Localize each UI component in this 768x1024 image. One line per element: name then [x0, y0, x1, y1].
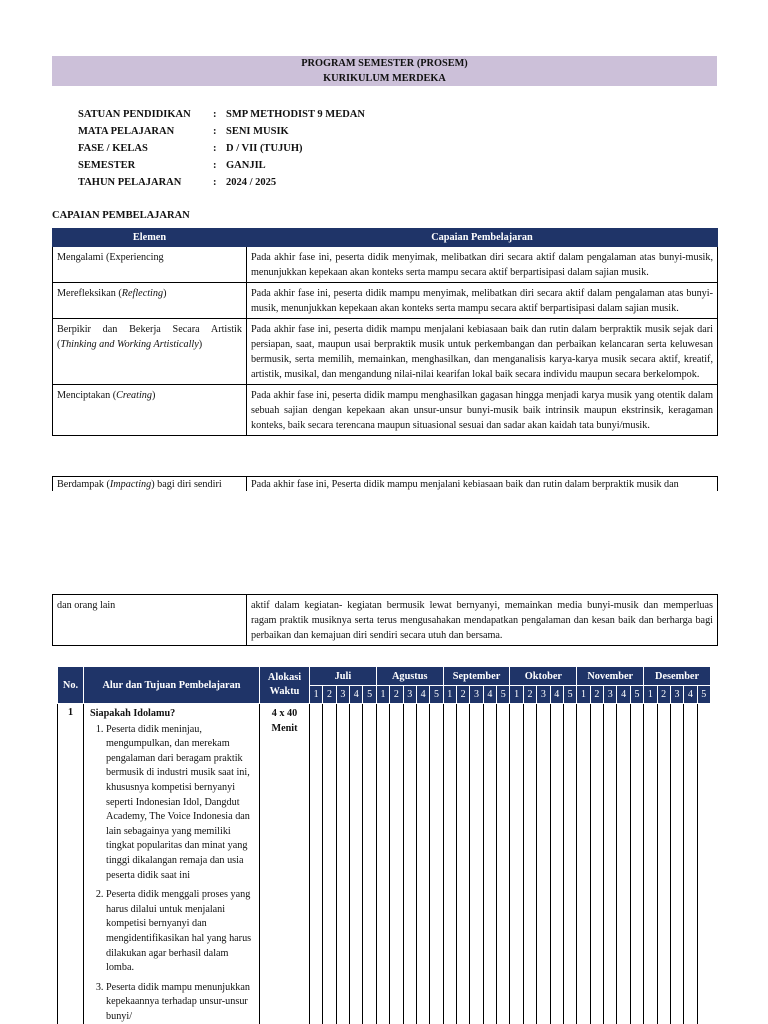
- elemen-cell: Mengalami (Experiencing: [53, 247, 247, 283]
- week-number: 2: [590, 686, 603, 704]
- week-number: 2: [456, 686, 469, 704]
- week-number: 5: [497, 686, 510, 704]
- info-value: D / VII (TUJUH): [226, 143, 303, 154]
- week-number: 5: [363, 686, 376, 704]
- week-cell: [416, 704, 429, 1024]
- week-cell: [510, 704, 523, 1024]
- col-header-no: No.: [58, 667, 84, 704]
- week-number: 2: [523, 686, 536, 704]
- week-cell: [550, 704, 563, 1024]
- capaian-table-continued: [52, 594, 718, 646]
- week-number: 5: [697, 686, 710, 704]
- week-number: 1: [310, 686, 323, 704]
- capaian-row: [53, 283, 718, 319]
- week-cell: [310, 704, 323, 1024]
- month-header: Agustus: [376, 667, 443, 686]
- info-label: SATUAN PENDIDIKAN: [78, 109, 191, 120]
- week-cell: [403, 704, 416, 1024]
- week-cell: [684, 704, 697, 1024]
- capaian-row: [53, 595, 718, 646]
- week-cell: [577, 704, 590, 1024]
- week-cell: [390, 704, 403, 1024]
- week-cell: [604, 704, 617, 1024]
- week-number: 4: [550, 686, 563, 704]
- capaian-table: [52, 228, 718, 436]
- week-number: 3: [470, 686, 483, 704]
- week-cell: [537, 704, 550, 1024]
- week-number: 1: [577, 686, 590, 704]
- capaian-cell: aktif dalam kegiatan- kegiatan bermusik lewat bernyanyi, memainkan media bunyi-musik dan memperluas ragam praktik musiknya serta terus mengusahakan mendapatkan pengalaman dan kesan baik dan berharga bagi perbaikan dan kemajuan diri sendiri secara utuh dan bersama.: [247, 595, 718, 646]
- week-cell: [376, 704, 389, 1024]
- capaian-cell: Pada akhir fase ini, peserta didik mampu menjalani kebiasaan baik dan rutin dalam berpraktik musik sejak dari persiapan, saat, maupun usai berpraktik musik untuk perkembangan dan perbaikan kelancaran serta keluwesan bermusik, serta memilih, memainkan, menghasilkan, dan menganalisis karya-karya musik secara aktif, kreatif, artistik, musikal, dan mengandung nilai-nilai kearifan lokal baik secara individu maupun secara berkelompok.: [247, 319, 718, 385]
- info-row: [78, 157, 365, 174]
- info-colon: :: [213, 143, 217, 154]
- document-title-band: [52, 56, 717, 86]
- week-number: 4: [416, 686, 429, 704]
- week-number: 5: [630, 686, 643, 704]
- info-value: SENI MUSIK: [226, 126, 289, 137]
- week-number: 5: [430, 686, 443, 704]
- week-cell: [617, 704, 630, 1024]
- capaian-row: [53, 385, 718, 436]
- month-header: Juli: [310, 667, 377, 686]
- week-number: 3: [336, 686, 349, 704]
- week-number: 4: [684, 686, 697, 704]
- capaian-row: [53, 247, 718, 283]
- info-colon: :: [213, 109, 217, 120]
- elemen-cell: Menciptakan (Creating): [53, 385, 247, 436]
- week-number: 1: [644, 686, 657, 704]
- list-item: 1. Peserta didik meninjau, mengumpulkan, dan merekam pengalaman dari beragam praktik bermusik di industri musik saat ini, khususnya kompetisi bernyanyi seperti Indonesian Idol, Dangdut Academy, The Voice Indonesia dan lain sebagainya yang memiliki tingkat popularitas dan minat yang tinggi dikalangan remaja dan usia peserta didik saat ini: [106, 723, 253, 884]
- schedule-row: [58, 704, 711, 1024]
- week-cell: [497, 704, 510, 1024]
- col-header-alur: Alur dan Tujuan Pembelajaran: [84, 667, 260, 704]
- week-number: 4: [350, 686, 363, 704]
- info-row: [78, 106, 365, 123]
- col-header-alokasi: Alokasi Waktu: [260, 667, 310, 704]
- row-number: 1: [58, 704, 84, 1024]
- capaian-row-split: [52, 476, 718, 491]
- week-cell: [657, 704, 670, 1024]
- week-cell: [350, 704, 363, 1024]
- info-colon: :: [213, 177, 217, 188]
- week-number: 3: [604, 686, 617, 704]
- elemen-cell: Berpikir dan Bekerja Secara Artistik (Thinking and Working Artistically): [53, 319, 247, 385]
- info-row: [78, 174, 365, 191]
- alur-cell: [84, 704, 260, 1024]
- week-cell: [456, 704, 469, 1024]
- info-value: 2024 / 2025: [226, 177, 277, 188]
- week-number: 2: [323, 686, 336, 704]
- elemen-cell: dan orang lain: [53, 595, 247, 646]
- capaian-cell: Pada akhir fase ini, peserta didik menyimak, melibatkan diri secara aktif dalam pengalaman atas bunyi-musik, menunjukkan kepekaan akan konteks serta mampu secara aktif berpartisipasi dalam sajian musik.: [247, 247, 718, 283]
- week-cell: [523, 704, 536, 1024]
- info-row: [78, 123, 365, 140]
- document-subtitle: KURIKULUM MERDEKA: [323, 73, 446, 84]
- info-label: FASE / KELAS: [78, 143, 148, 154]
- list-item: 2. Peserta didik menggali proses yang harus dilalui untuk menjalani kompetisi bernyanyi dan mengidentifikasikan hal yang harus dilakukan agar berhasil dalam lomba.: [106, 888, 253, 976]
- capaian-cell: Pada akhir fase ini, Peserta didik mampu menjalani kebiasaan baik dan rutin dalam berpraktik musik dan: [247, 477, 718, 492]
- info-value: GANJIL: [226, 160, 266, 171]
- week-number: 1: [443, 686, 456, 704]
- week-cell: [470, 704, 483, 1024]
- week-cell: [443, 704, 456, 1024]
- week-number: 1: [376, 686, 389, 704]
- month-header: Oktober: [510, 667, 577, 686]
- info-colon: :: [213, 126, 217, 137]
- schedule-table-wrap: [57, 666, 710, 1024]
- capaian-cell: Pada akhir fase ini, peserta didik mampu menyimak, melibatkan diri secara aktif dalam pengalaman atas bunyi-musik, menunjukkan kepekaan akan konteks serta mampu secara aktif berpartisipasi dalam sajian musik.: [247, 283, 718, 319]
- month-header: Desember: [644, 667, 710, 686]
- week-number: 3: [537, 686, 550, 704]
- info-label: MATA PELAJARAN: [78, 126, 175, 137]
- capaian-cell: Pada akhir fase ini, peserta didik mampu menghasilkan gagasan hingga menjadi karya musik yang otentik dalam sebuah sajian dengan kepekaan akan unsur-unsur bunyi-musik baik intrinsik maupun ekstrinsik, keragaman konteks, baik secara terencana maupun situasional sesuai dan sadar akan kaidah tata bunyi/musik.: [247, 385, 718, 436]
- identity-block: [78, 106, 365, 191]
- topic-title: Siapakah Idolamu?: [90, 708, 176, 719]
- schedule-table: [57, 666, 710, 1024]
- week-cell: [644, 704, 657, 1024]
- week-cell: [336, 704, 349, 1024]
- week-cell: [363, 704, 376, 1024]
- info-colon: :: [213, 160, 217, 171]
- week-cell: [563, 704, 576, 1024]
- week-cell: [670, 704, 683, 1024]
- info-value: SMP METHODIST 9 MEDAN: [226, 109, 365, 120]
- list-item: 3. Peserta didik mampu menunjukkan kepekaannya terhadap unsur-unsur bunyi/: [106, 981, 253, 1024]
- col-header-elemen: Elemen: [53, 229, 247, 247]
- week-number: 3: [403, 686, 416, 704]
- alokasi-cell: 4 x 40 Menit: [260, 704, 310, 1024]
- capaian-header-row: [53, 229, 718, 247]
- week-cell: [483, 704, 496, 1024]
- week-number: 1: [510, 686, 523, 704]
- col-header-capaian: Capaian Pembelajaran: [247, 229, 718, 247]
- week-cell: [323, 704, 336, 1024]
- week-number: 2: [657, 686, 670, 704]
- info-label: TAHUN PELAJARAN: [78, 177, 182, 188]
- capaian-row: [53, 319, 718, 385]
- week-cell: [630, 704, 643, 1024]
- week-number: 2: [390, 686, 403, 704]
- week-cell: [590, 704, 603, 1024]
- info-label: SEMESTER: [78, 160, 136, 171]
- capaian-section-title: CAPAIAN PEMBELAJARAN: [52, 210, 190, 221]
- week-number: 5: [563, 686, 576, 704]
- month-header: November: [577, 667, 644, 686]
- week-number: 3: [670, 686, 683, 704]
- objective-list: [90, 723, 253, 1024]
- week-number: 4: [483, 686, 496, 704]
- elemen-cell: Berdampak (Impacting) bagi diri sendiri: [53, 477, 247, 492]
- week-cell: [430, 704, 443, 1024]
- week-cell: [697, 704, 710, 1024]
- elemen-cell: Merefleksikan (Reflecting): [53, 283, 247, 319]
- info-row: [78, 140, 365, 157]
- document-title: PROGRAM SEMESTER (PROSEM): [301, 58, 468, 69]
- month-header: September: [443, 667, 510, 686]
- week-number: 4: [617, 686, 630, 704]
